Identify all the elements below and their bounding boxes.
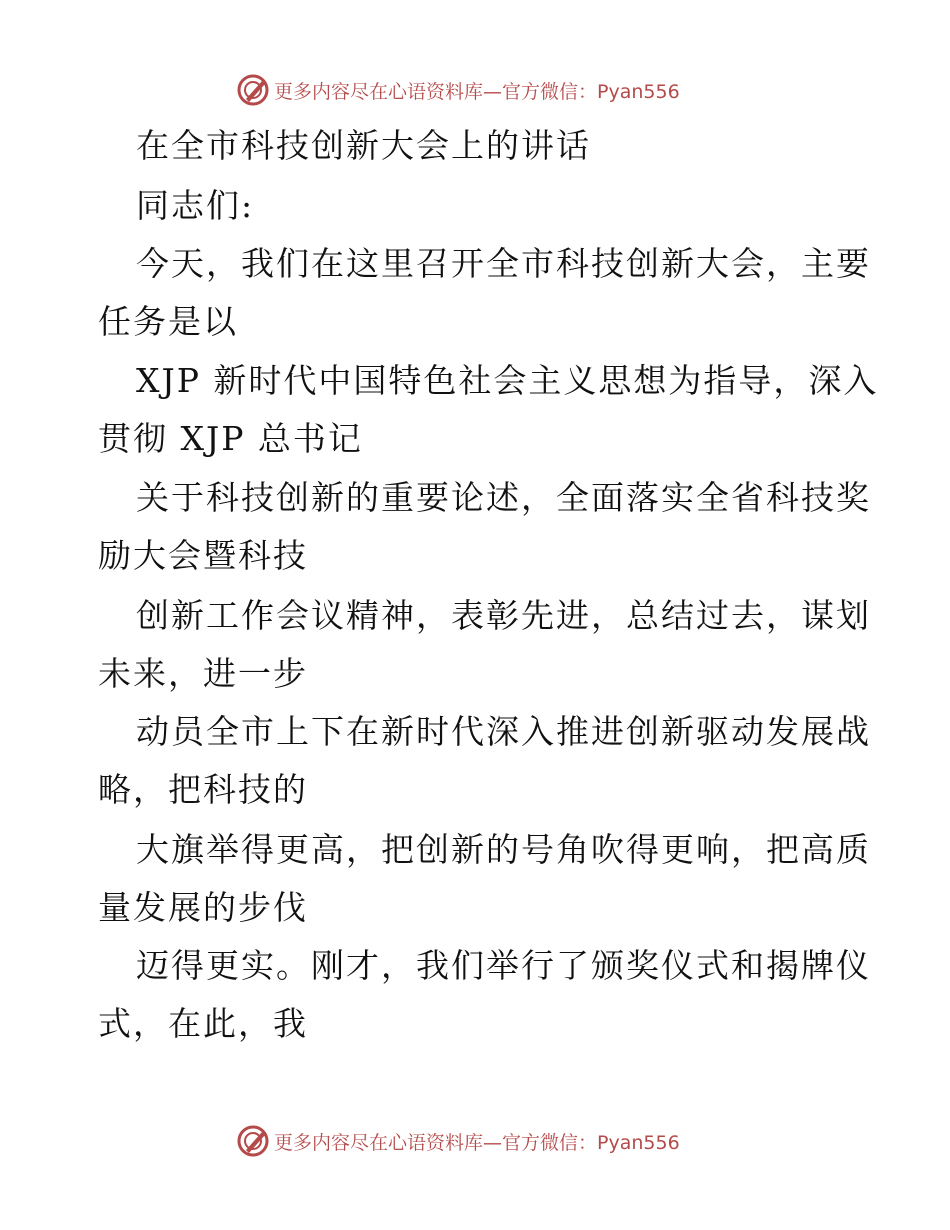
text-line: 今天，我们在这里召开全市科技创新大会，主要: [136, 244, 871, 283]
text-line: 动员全市上下在新时代深入推进创新驱动发展战: [136, 712, 871, 751]
text-line: 任务是以: [98, 302, 238, 341]
text-line: 关于科技创新的重要论述，全面落实全省科技奖: [136, 478, 871, 517]
document-title: 在全市科技创新大会上的讲话: [136, 126, 591, 165]
text-line: 励大会暨科技: [98, 536, 308, 575]
text-line: 未来，进一步: [98, 654, 308, 693]
text-line: 大旗举得更高，把创新的号角吹得更响，把高质: [136, 830, 871, 869]
text-line: 贯彻 XJP 总书记: [98, 419, 363, 458]
text-line: 量发展的步伐: [98, 888, 308, 927]
text-line: 创新工作会议精神，表彰先进，总结过去，谋划: [136, 596, 871, 635]
footer-watermark: [236, 1123, 680, 1159]
salutation: 同志们:: [136, 186, 255, 225]
text-line: 迈得更实。刚才，我们举行了颁奖仪式和揭牌仪: [136, 946, 871, 985]
header-watermark-text: 更多内容尽在心语资料库—官方微信：Pyan556: [274, 80, 680, 103]
text-line: XJP 新时代中国特色社会主义思想为指导，深入: [136, 361, 879, 400]
header-watermark: [236, 72, 680, 108]
text-line: 略，把科技的: [98, 770, 308, 809]
footer-watermark-text: 更多内容尽在心语资料库—官方微信：Pyan556: [274, 1131, 680, 1154]
pen-logo-icon: [236, 1124, 270, 1158]
pen-logo-icon: [236, 73, 270, 107]
text-line: 式，在此，我: [98, 1004, 308, 1043]
